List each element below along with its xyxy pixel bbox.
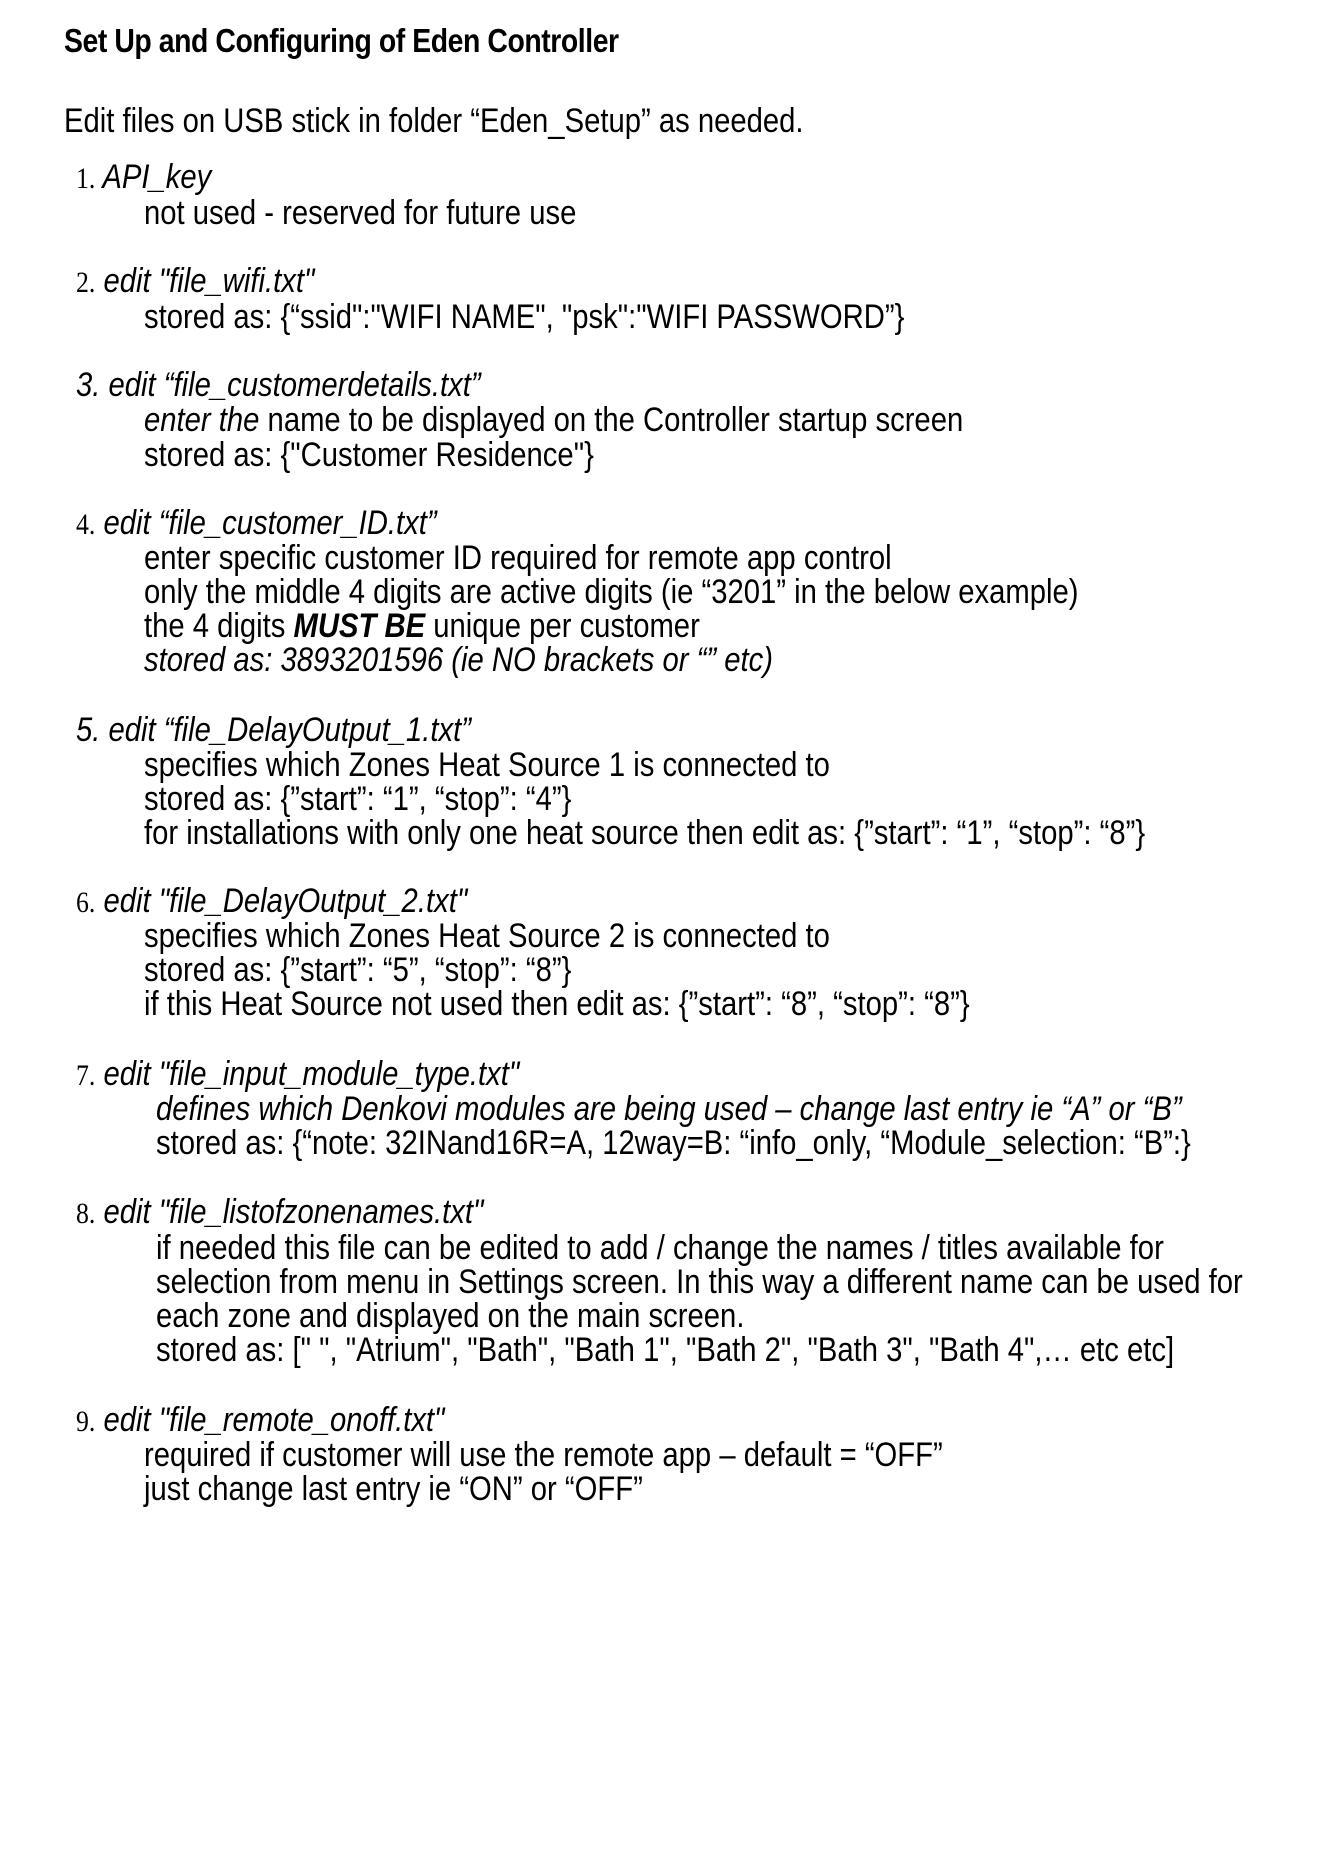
item-heading: [76, 262, 314, 301]
item-line: enter specific customer ID required for remote app control: [144, 539, 892, 577]
item-line: [144, 401, 963, 440]
item-line: just change last entry ie “ON” or “OFF”: [144, 1470, 643, 1508]
item-number: 5.: [76, 711, 101, 749]
item-line: defines which Denkovi modules are being used – change last entry ie “A” or “B”: [156, 1090, 1182, 1128]
item-number: 4.: [76, 508, 96, 541]
item-line: if this Heat Source not used then edit as: {”start”: “8”, “stop”: “8”}: [144, 985, 970, 1023]
item-title: edit "file_remote_onoff.txt": [103, 1401, 445, 1439]
item-heading: [76, 882, 467, 921]
item-line-italic: enter the: [144, 401, 260, 439]
item-heading: [76, 1055, 519, 1094]
item-line-text: the 4 digits: [144, 607, 294, 645]
item-title: edit “file_customerdetails.txt”: [108, 366, 481, 404]
item-line: stored as: {”start”: “5”, “stop”: “8”}: [144, 951, 572, 989]
item-title: edit "file_listofzonenames.txt": [103, 1193, 484, 1231]
item-heading: [76, 158, 211, 197]
item-line: stored as: {“note: 32INand16R=A, 12way=B: “info_only, “Module_selection: “B”:}: [156, 1124, 1191, 1162]
item-number: 6.: [76, 886, 96, 919]
item-heading: [76, 366, 481, 405]
item-line: not used - reserved for future use: [144, 194, 577, 232]
item-line: stored as: {"Customer Residence"}: [144, 436, 594, 474]
intro-text: Edit files on USB stick in folder “Eden_Setup” as needed.: [64, 102, 804, 140]
item-heading: [76, 1401, 444, 1440]
item-heading: [76, 711, 471, 750]
item-heading: [76, 1193, 483, 1232]
item-line: each zone and displayed on the main screen.: [156, 1297, 745, 1335]
item-line: stored as: [" ", "Atrium", "Bath", "Bath 1", "Bath 2", "Bath 3", "Bath 4",… etc etc]: [156, 1331, 1175, 1369]
item-line: specifies which Zones Heat Source 2 is connected to: [144, 917, 830, 955]
item-title: edit "file_wifi.txt": [103, 262, 315, 300]
item-line: stored as: {”start”: “1”, “stop”: “4”}: [144, 780, 572, 818]
item-line-text: unique per customer: [425, 607, 700, 645]
item-title: edit “file_DelayOutput_1.txt”: [108, 711, 471, 749]
page-title: Set Up and Configuring of Eden Controller: [64, 22, 619, 59]
item-line: specifies which Zones Heat Source 1 is connected to: [144, 746, 830, 784]
item-line: for installations with only one heat source then edit as: {”start”: “1”, “stop”: “8”}: [144, 814, 1146, 852]
item-line: required if customer will use the remote app – default = “OFF”: [144, 1436, 943, 1474]
item-number: 2.: [76, 266, 96, 299]
item-line: stored as: {“ssid":"WIFI NAME", "psk":"WIFI PASSWORD”}: [144, 298, 905, 336]
item-line: stored as: 3893201596 (ie NO brackets or “” etc): [144, 641, 773, 679]
item-number: 1.: [76, 162, 96, 195]
item-number: 8.: [76, 1197, 96, 1230]
item-line: if needed this file can be edited to add / change the names / titles available for: [156, 1229, 1164, 1267]
item-number: 7.: [76, 1059, 96, 1092]
emphasis-text: MUST BE: [293, 607, 426, 645]
item-title: API_key: [102, 158, 212, 196]
item-number: 9.: [76, 1405, 96, 1438]
item-heading: [76, 504, 437, 543]
item-line-text: name to be displayed on the Controller startup screen: [259, 401, 964, 439]
item-number: 3.: [76, 366, 101, 404]
item-title: edit “file_customer_ID.txt”: [103, 504, 437, 542]
item-line: selection from menu in Settings screen. In this way a different name can be used for: [156, 1263, 1243, 1301]
item-line: only the middle 4 digits are active digits (ie “3201” in the below example): [144, 573, 1079, 611]
item-title: edit "file_input_module_type.txt": [103, 1055, 520, 1093]
item-title: edit "file_DelayOutput_2.txt": [103, 882, 468, 920]
